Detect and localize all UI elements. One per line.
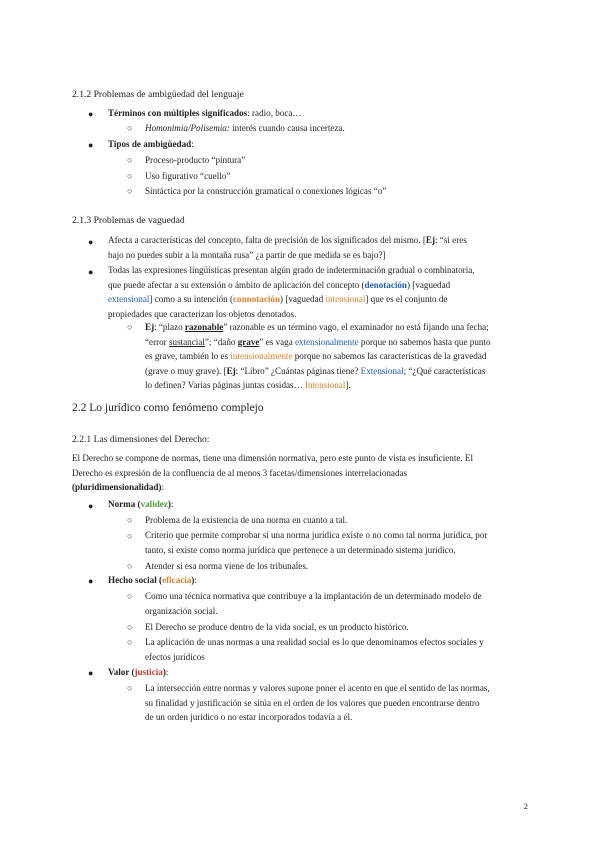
heading-2-1-2: 2.1.2 Problemas de ambigüedad del lenguaje xyxy=(72,89,244,100)
list-item-indeterminacy: Todas las expresiones lingüísticas presentan algún grado de indeterminación gradual o combinatoria, que puede afectar a su extensión o ámbito de aplicación del concepto (denotación) [vaguedad extensional] como a su intención (connotación) [vaguedad intensional] que es el conjunto de propiedades que caracterizan los objetos denotados. xyxy=(108,265,475,319)
sub-item-norma-2: Criterio que permite comprobar si una norma jurídica existe o no como tal norma jurídica, por tanto, si existe como norma jurídica que pertenece a un determinado sistema jurídico. xyxy=(145,530,488,555)
list-item-hecho-social: Hecho social (eficacia): xyxy=(108,575,197,585)
sub-item-vagueness-examples: Ej: “plazo razonable” razonable es un término vago, el examinador no está fijando una fecha; “error sustancial”; “daño grave” es vaga extensionalmente porque no sabemos hasta que punto es grave, también lo es intensionalmente porque no sabemos las características de la gravedad (grave o muy grave). [Ej: “Libro” ¿Cuántas páginas tiene? Extensional; “¿Qué características lo definen? Varias páginas juntas cosidas… Intensional]. xyxy=(145,322,491,391)
circle-bullet-icon: ○ xyxy=(127,155,133,165)
sub-item-hecho-3: La aplicación de unas normas a una realidad social es lo que denominamos efectos sociales y efectos jurídicos xyxy=(145,637,484,662)
circle-bullet-icon: ○ xyxy=(127,123,133,133)
bullet-icon: ● xyxy=(88,140,94,150)
circle-bullet-icon: ○ xyxy=(127,322,133,332)
sub-item-syntactic: Sintáctica por la construcción gramatical o conexiones lógicas “o” xyxy=(145,186,387,196)
circle-bullet-icon: ○ xyxy=(127,683,133,693)
list-item-ambiguity-types: Tipos de ambigüedad: xyxy=(108,139,194,149)
list-item-valor: Valor (justicia): xyxy=(108,667,169,677)
sub-item-homonymy: Homonimia/Polisemia: interés cuando causa incerteza. xyxy=(145,123,345,133)
sub-item-hecho-1: Como una técnica normativa que contribuye a la implantación de un determinado modelo de organización social. xyxy=(145,591,482,616)
heading-2-1-3: 2.1.3 Problemas de vaguedad xyxy=(72,215,185,226)
circle-bullet-icon: ○ xyxy=(127,515,133,525)
circle-bullet-icon: ○ xyxy=(127,561,133,571)
list-item-norma: Norma (validez): xyxy=(108,499,174,509)
circle-bullet-icon: ○ xyxy=(127,591,133,601)
page-number: 2 xyxy=(523,801,528,811)
circle-bullet-icon: ○ xyxy=(127,186,133,196)
circle-bullet-icon: ○ xyxy=(127,171,133,181)
heading-2-2-1: 2.2.1 Las dimensiones del Derecho: xyxy=(72,434,210,445)
heading-2-2: 2.2 Lo jurídico como fenómeno complejo xyxy=(72,402,264,414)
sub-item-hecho-2: El Derecho se produce dentro de la vida social, es un producto histórico. xyxy=(145,622,409,632)
sub-item-norma-1: Problema de la existencia de una norma en cuanto a tal. xyxy=(145,515,348,525)
list-item-vagueness-affects: Afecta a características del concepto, falta de precisión de los significados del mismo. [Ej: “si eres bajo no puedes subir a la montaña rusa” ¿a partir de que medida se es bajo?] xyxy=(108,235,467,260)
sub-item-process-product: Proceso-producto “pintura” xyxy=(145,155,246,165)
circle-bullet-icon: ○ xyxy=(127,637,133,647)
bullet-icon: ● xyxy=(88,501,94,511)
bullet-icon: ● xyxy=(88,576,94,586)
sub-item-norma-3: Atender si esa norma viene de los tribunales. xyxy=(145,561,309,571)
bullet-icon: ● xyxy=(88,109,94,119)
bullet-icon: ● xyxy=(88,267,94,277)
bullet-icon: ● xyxy=(88,237,94,247)
paragraph-dimensions: El Derecho se compone de normas, tiene una dimensión normativa, pero este punto de vista es insuficiente. El Derecho es expresión de la confluencia de al menos 3 facetas/dimensiones interrelacionadas (pluridimensionalidad): xyxy=(72,453,474,493)
list-item-multiple-meanings: Términos con múltiples significados: radio, boca… xyxy=(108,108,302,118)
sub-item-valor-1: La intersección entre normas y valores supone poner el acento en que el sentido de las normas, su finalidad y justificación se sitúa en el orden de los valores que pueden encontrarse dentro de un orden jurídico o no estar incorporados todavía a él. xyxy=(145,683,490,723)
circle-bullet-icon: ○ xyxy=(127,622,133,632)
circle-bullet-icon: ○ xyxy=(127,531,133,541)
sub-item-figurative: Uso figurativo “cuello” xyxy=(145,171,231,181)
bullet-icon: ● xyxy=(88,668,94,678)
